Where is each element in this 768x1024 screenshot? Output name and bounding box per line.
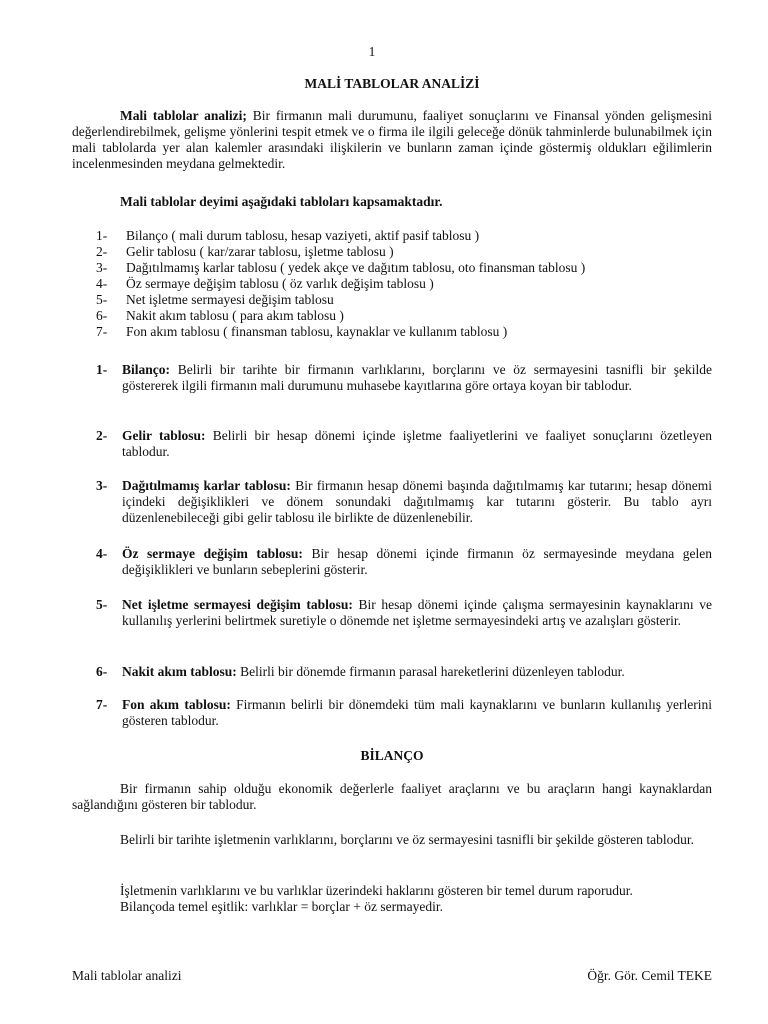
- definition-term: Öz sermaye değişim tablosu:: [122, 546, 303, 561]
- list-item-text: Bilanço ( mali durum tablosu, hesap vaziyeti, aktif pasif tablosu ): [126, 228, 480, 243]
- definition-term: Bilanço:: [122, 362, 171, 377]
- bilanco-paragraph-text: Belirli bir tarihte işletmenin varlıklarını, borçlarını ve öz sermayesini tasnifli bir şekilde gösteren tablodur.: [120, 832, 694, 847]
- bilanco-paragraph: [72, 781, 712, 813]
- table-list: [96, 228, 712, 340]
- page-title: MALİ TABLOLAR ANALİZİ: [304, 76, 480, 91]
- page-number: 1: [368, 44, 376, 59]
- list-item: [96, 292, 712, 308]
- bilanco-paragraph-text: Bir firmanın sahip olduğu ekonomik değerlerle faaliyet araçlarını ve bu araçların hangi kaynaklardan sağlandığını gösteren bir tablodur.: [72, 781, 712, 812]
- definition-item: [96, 428, 712, 460]
- intro-text: Bir firmanın mali durumunu, faaliyet sonuçlarını ve Finansal yönden gelişmesini değerlendirebilmek, gelişme yönlerini tespit etmek ve o firma ile ilgili geleceğe dönük tahminlerde bulunabilmek için mali tablolarda yer alan kalemler arasındaki ilişkilerin ve bunların zaman içinde göstermiş oldukları eğilimlerin incelenmesinden meydana gelmektedir.: [72, 108, 712, 171]
- definition-item: [96, 546, 712, 578]
- list-item: [96, 276, 712, 292]
- intro-bold-term: Mali tablolar analizi;: [120, 108, 247, 123]
- definition-term: Dağıtılmamış karlar tablosu:: [122, 478, 291, 493]
- list-item-number: 1-: [96, 228, 108, 243]
- bilanco-paragraph-text: Bilançoda temel eşitlik: varlıklar = borçlar + öz sermayedir.: [120, 899, 443, 914]
- definition-term: Fon akım tablosu:: [122, 697, 231, 712]
- definition-number: 1-: [96, 362, 108, 377]
- list-item-number: 4-: [96, 276, 108, 291]
- list-item: [96, 260, 712, 276]
- definition-term: Nakit akım tablosu:: [122, 664, 237, 679]
- definition-text: Bir firmanın hesap dönemi başında dağıtılmamış kar tutarını; hesap dönemi içindeki değişiklikleri ve dönem sonundaki dağıtılmamış kar tutarını gösterir. Bu tablo ayrı düzenlenebileceği gibi gelir tablosu ile birlikte de düzenlenebilir.: [122, 478, 712, 525]
- definition-item: [96, 362, 712, 394]
- list-item-number: 7-: [96, 324, 108, 339]
- definition-number: 3-: [96, 478, 108, 493]
- definition-number: 2-: [96, 428, 108, 443]
- bilanco-paragraph: [72, 899, 712, 915]
- list-item-text: Net işletme sermayesi değişim tablosu: [126, 292, 334, 307]
- definition-number: 6-: [96, 664, 108, 679]
- list-item-text: Dağıtılmamış karlar tablosu ( yedek akçe ve dağıtım tablosu, oto finansman tablosu ): [126, 260, 586, 275]
- bilanco-paragraph-text: İşletmenin varlıklarını ve bu varlıklar üzerindeki haklarını gösteren bir temel durum raporudur.: [120, 883, 633, 898]
- definition-item: [96, 597, 712, 629]
- definition-number: 4-: [96, 546, 108, 561]
- definition-text: Belirli bir dönemde firmanın parasal hareketlerini düzenleyen tablodur.: [236, 664, 625, 679]
- list-item-text: Fon akım tablosu ( finansman tablosu, kaynaklar ve kullanım tablosu ): [126, 324, 508, 339]
- definition-term: Gelir tablosu:: [122, 428, 206, 443]
- list-item-text: Nakit akım tablosu ( para akım tablosu ): [126, 308, 344, 323]
- list-item: [96, 228, 712, 244]
- list-item-number: 3-: [96, 260, 108, 275]
- list-item-text: Öz sermaye değişim tablosu ( öz varlık değişim tablosu ): [126, 276, 434, 291]
- definition-text: Firmanın belirli bir dönemdeki tüm mali kaynaklarını ve bunların kullanılış yerlerini gösteren tablodur.: [122, 697, 712, 728]
- definition-term: Net işletme sermayesi değişim tablosu:: [122, 597, 353, 612]
- footer-right: Öğr. Gör. Cemil TEKE: [587, 968, 712, 983]
- list-item: [96, 244, 712, 260]
- definition-text: Bir hesap dönemi içinde firmanın öz sermayesinde meydana gelen değişiklikleri ve bunların sebeplerini gösterir.: [122, 546, 712, 577]
- footer-left: Mali tablolar analizi: [72, 968, 182, 983]
- definition-item: [96, 478, 712, 526]
- list-item: [96, 324, 712, 340]
- section-title-bilanco: BİLANÇO: [360, 748, 424, 763]
- subheading: [120, 194, 712, 210]
- definition-text: Belirli bir tarihte bir firmanın varlıklarını, borçlarını ve öz sermayesini tasnifli bir şekilde göstererek ilgili firmanın mali durumunu muhasebe kayıtlarına göre ortaya koyan bir tablodur.: [122, 362, 712, 393]
- document-page: [72, 0, 712, 1024]
- definition-item: [96, 664, 712, 680]
- list-item-number: 5-: [96, 292, 108, 307]
- bilanco-paragraph: [72, 832, 712, 848]
- subheading-text: Mali tablolar deyimi aşağıdaki tabloları kapsamaktadır.: [120, 194, 443, 209]
- intro-paragraph: [72, 108, 712, 172]
- list-item: [96, 308, 712, 324]
- bilanco-paragraph: [72, 883, 712, 899]
- list-item-number: 6-: [96, 308, 108, 323]
- definition-text: Belirli bir hesap dönemi içinde işletme faaliyetlerini ve faaliyet sonuçlarını özetleyen tablodur.: [122, 428, 712, 459]
- definition-text: Bir hesap dönemi içinde çalışma sermayesinin kaynaklarını ve kullanılış yerlerini belirtmek suretiyle o dönemde net işletme sermayesindeki artış ve azalışları gösterir.: [122, 597, 712, 628]
- list-item-text: Gelir tablosu ( kar/zarar tablosu, işletme tablosu ): [126, 244, 394, 259]
- list-item-number: 2-: [96, 244, 108, 259]
- definition-number: 5-: [96, 597, 108, 612]
- page-footer: [72, 968, 712, 984]
- definition-item: [96, 697, 712, 729]
- definition-number: 7-: [96, 697, 108, 712]
